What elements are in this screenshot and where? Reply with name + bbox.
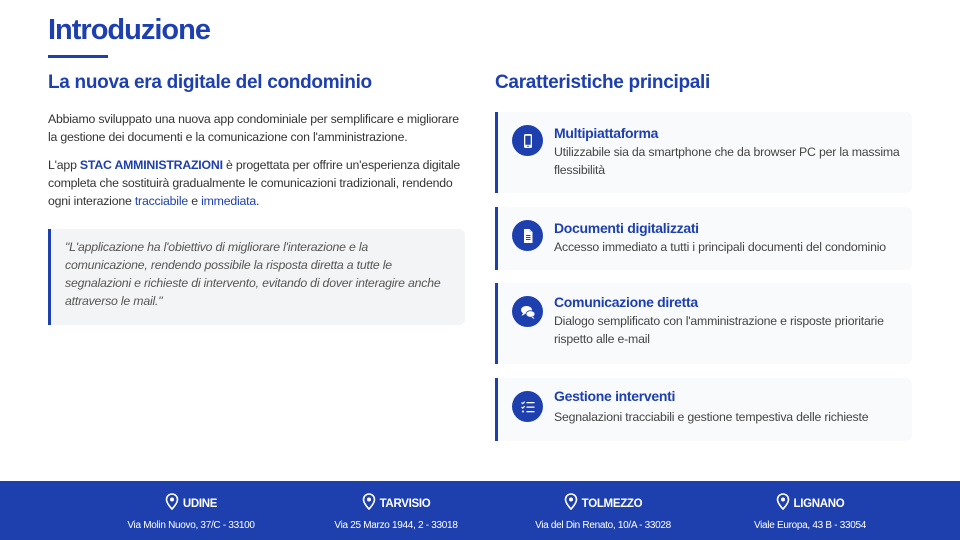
checklist-icon [512, 391, 543, 422]
para2-text-end: . [256, 194, 260, 208]
objective-quote: "L'applicazione ha l'obiettivo di migliorare l'interazione e la comunicazione, rendendo possibile la risposta diretta a tutte le segnalazioni e richieste di intervento, evitando di dover interagire anche attraverso le mail." [48, 229, 465, 325]
feature-title: Comunicazione diretta [554, 294, 698, 310]
features-section [495, 72, 912, 110]
location-address: Via Molin Nuovo, 37/C - 33100 [127, 520, 255, 531]
para2-text-and: e [188, 194, 202, 208]
feature-desc: Utilizzabile sia da smartphone che da browser PC per la massima flessibilità [554, 145, 900, 177]
para2-text-before: L'app [48, 158, 80, 172]
feature-card-interventi [495, 378, 912, 441]
highlight-tracciabile: tracciabile [134, 194, 189, 208]
page-title: Introduzione [48, 14, 210, 46]
para2-text-mid: è progettata per offrire un'esperienza digitale completa che sostituirà gradualmente le comunicazioni tradizionali, rendendo ogni interazione [48, 158, 461, 208]
map-pin-icon [564, 493, 578, 510]
feature-title: Multipiattaforma [554, 125, 659, 141]
title-underline [48, 55, 108, 58]
feature-title: Gestione interventi [554, 388, 676, 404]
location-address: Via 25 Marzo 1944, 2 - 33018 [334, 520, 458, 531]
feature-title: Documenti digitalizzati [554, 220, 699, 236]
feature-card-multipiattaforma [495, 112, 912, 193]
location-name: TOLMEZZO [581, 498, 643, 510]
intro-section-title: La nuova era digitale del condominio [48, 72, 372, 93]
feature-desc: Dialogo semplificato con l'amministrazione e risposte prioritarie rispetto alle e-mail [554, 314, 884, 346]
feature-card-documenti [495, 207, 912, 270]
location-name: UDINE [182, 498, 218, 510]
mobile-icon [512, 125, 543, 156]
document-icon [512, 220, 543, 251]
location-address: Viale Europa, 43 B - 33054 [753, 520, 867, 531]
chat-icon [512, 296, 543, 327]
intro-paragraph-2 [48, 156, 468, 210]
highlight-immediata: immediata [201, 194, 257, 208]
map-pin-icon [776, 493, 790, 510]
map-pin-icon [165, 493, 179, 510]
location-name: LIGNANO [793, 498, 845, 510]
footer-locations [0, 481, 960, 540]
intro-paragraph-1: Abbiamo sviluppato una nuova app condominiale per semplificare e migliorare la gestione dei documenti e la comunicazione con l'amministrazione. [48, 112, 459, 144]
feature-desc: Segnalazioni tracciabili e gestione tempestiva delle richieste [554, 410, 869, 424]
features-section-title: Caratteristiche principali [495, 72, 710, 93]
brand-name: STAC AMMINISTRAZIONI [79, 158, 223, 172]
map-pin-icon [362, 493, 376, 510]
intro-section [48, 72, 468, 220]
feature-card-comunicazione [495, 283, 912, 364]
feature-desc: Accesso immediato a tutti i principali documenti del condominio [554, 240, 886, 254]
location-address: Via del Din Renato, 10/A - 33028 [535, 520, 671, 531]
location-name: TARVISIO [379, 498, 431, 510]
